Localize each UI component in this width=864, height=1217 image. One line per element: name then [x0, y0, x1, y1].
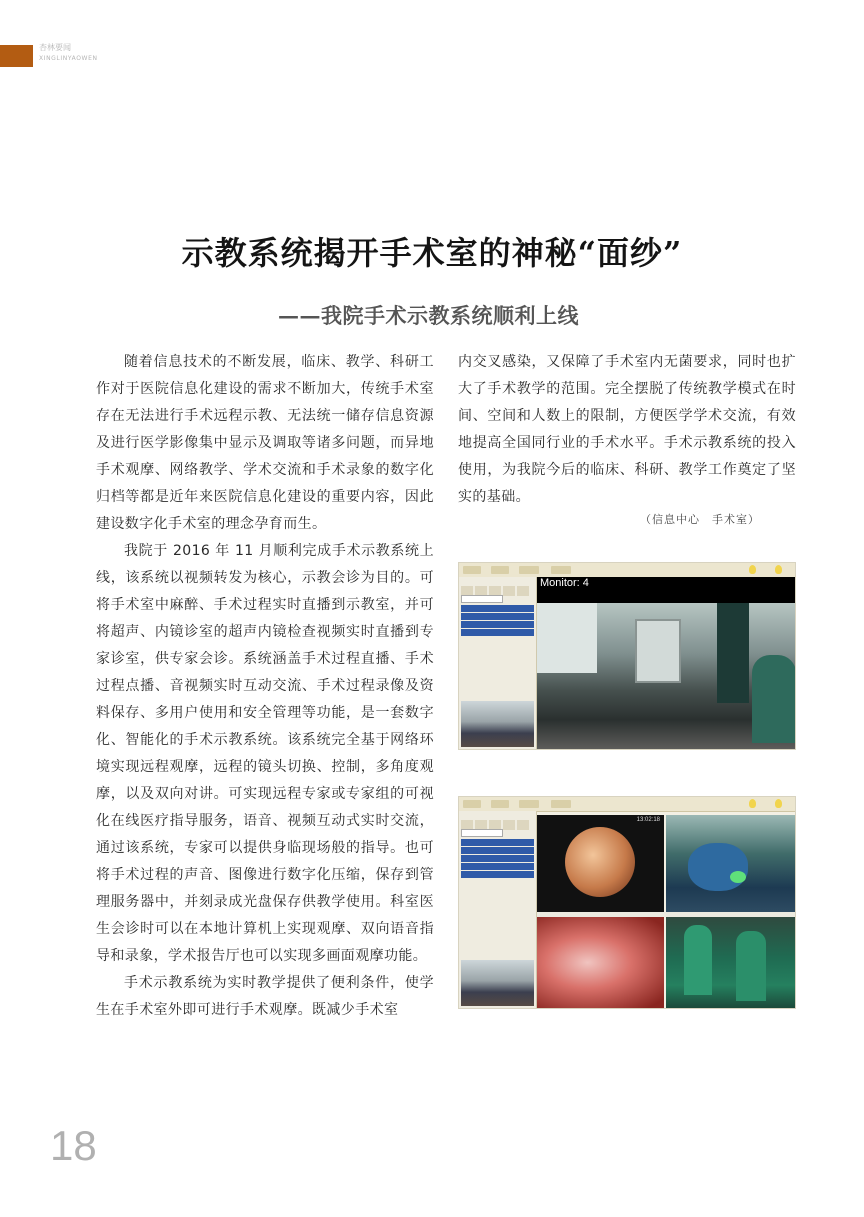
surgeons-video — [666, 917, 795, 1008]
operating-room-video — [537, 603, 795, 749]
endoscope-video — [537, 815, 664, 912]
system-screenshot-single-view — [458, 562, 796, 750]
lightbulb-icon — [749, 799, 756, 808]
system-screenshot-multi-view — [458, 796, 796, 1009]
section-name-cn: 杏林要闻 — [39, 43, 71, 52]
classroom-thumbnail — [461, 960, 534, 1006]
article-credit: （信息中心 手术室） — [640, 513, 760, 526]
lightbulb-icon — [775, 799, 782, 808]
lightbulb-icon — [749, 565, 756, 574]
app-toolbar — [459, 563, 795, 578]
section-color-tab — [0, 45, 33, 67]
section-header — [39, 44, 98, 62]
paragraph: 手术示教系统为实时教学提供了便利条件，使学生在手术室外即可进行手术观摩。既减少手术室 — [96, 975, 434, 1018]
surgery-scene-video — [666, 815, 795, 912]
app-toolbar — [459, 797, 795, 812]
classroom-thumbnail — [461, 701, 534, 747]
right-column — [458, 349, 796, 511]
paragraph: 我院于 2016 年 11 月顺利完成手术示教系统上线，该系统以视频转发为核心，示教会诊为目的。可将手术室中麻醉、手术过程实时直播到示教室，并可将超声、内镜诊室的超声内镜检查视频实时直播到专家诊室，供专家会诊。系统涵盖手术过程直播、手术过程点播、音视频实时互动交流、手术过程录像及资料保存、多用户使用和安全管理等功能，是一套数字化、智能化的手术示教系统。该系统完全基于网络环境实现远程观摩，远程的镜头切换、控制，多角度观摩，以及双向对讲。可实现远程专家或专家组的可视化在线医疗指导服务，语音、视频互动式实时交流，通过该系统，专家可以提供身临现场般的指导。也可将手术过程的声音、图像进行数字化压缩，保存到管理服务器中，并刻录成光盘保存供教学使用。科室医生会诊时可以在本地计算机上实现观摩、双向语音指导和录象，学术报告厅也可以实现多画面观摩功能。 — [96, 543, 434, 964]
article-title: 示教系统揭开手术室的神秘“面纱” — [181, 234, 683, 272]
page-number: 18 — [50, 1122, 97, 1169]
channel-sidebar — [459, 577, 537, 749]
paragraph: 内交叉感染，又保障了手术室内无菌要求，同时也扩大了手术教学的范围。完全摆脱了传统教学模式在时间、空间和人数上的限制，方便医学学术交流，有效地提高全国同行业的手术水平。手术示教系统的投入使用，为我院今后的临床、科研、教学工作奠定了坚实的基础。 — [458, 354, 796, 505]
left-column — [96, 349, 434, 1024]
channel-sidebar — [459, 811, 537, 1008]
monitor-label: Monitor: 4 — [537, 577, 795, 603]
section-name-en: XINGLINYAOWEN — [39, 55, 98, 62]
article-subtitle: ——我院手术示教系统顺利上线 — [278, 303, 579, 328]
video-clock: 13:02:18 — [636, 817, 660, 823]
tissue-closeup-video — [537, 917, 664, 1008]
lightbulb-icon — [775, 565, 782, 574]
paragraph: 随着信息技术的不断发展，临床、教学、科研工作对于医院信息化建设的需求不断加大，传统手术室存在无法进行手术远程示教、无法统一储存信息资源及进行医学影像集中显示及调取等诸多问题，而异地手术观摩、网络教学、学术交流和手术录象的数字化归档等都是近年来医院信息化建设的重要内容，因此建设数字化手术室的理念孕育而生。 — [96, 354, 434, 532]
